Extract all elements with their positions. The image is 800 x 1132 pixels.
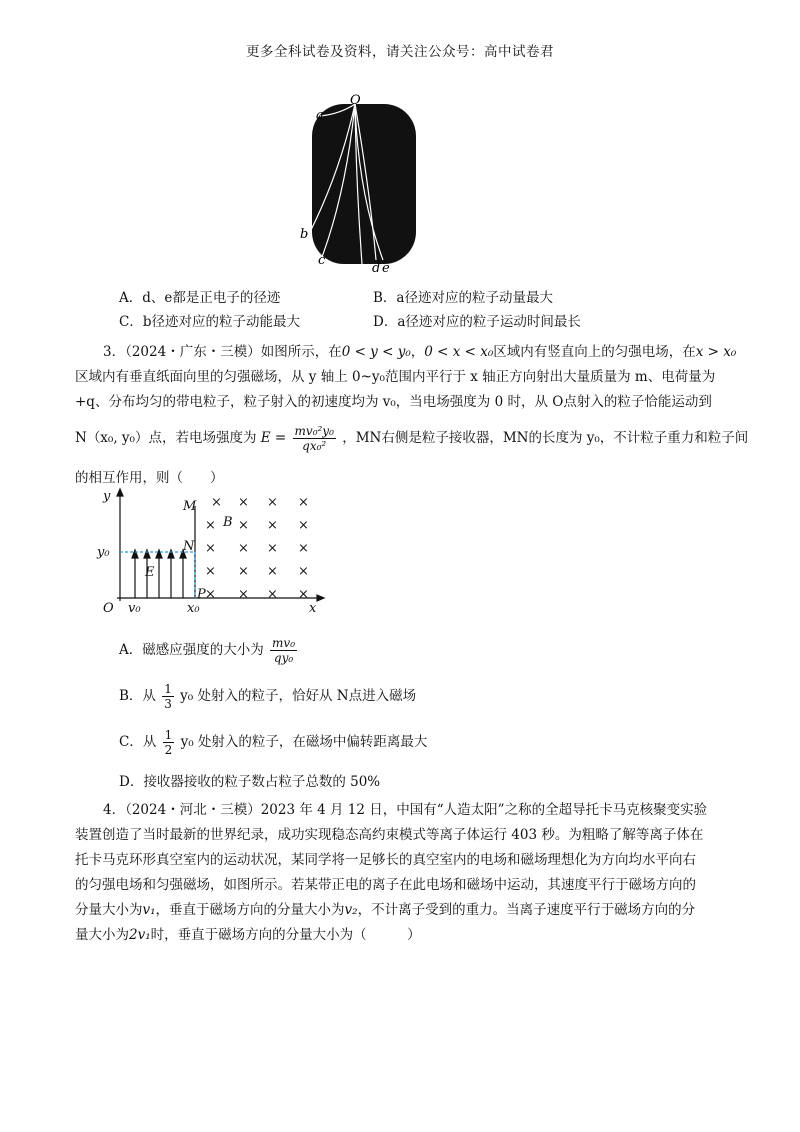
figure-field-diagram — [95, 486, 330, 616]
label-y: y — [103, 489, 111, 504]
label-b: b — [300, 227, 309, 242]
q2-option-a: A．d、e都是正电子的径迹 — [119, 290, 281, 306]
label-d: d — [372, 261, 381, 276]
label-e: e — [382, 261, 390, 276]
q4-line3: 托卡马克环形真空室内的运动状况，某同学将一足够长的真空室内的电场和磁场理想化为方向均水平向右 — [75, 852, 696, 868]
label-x: x — [309, 601, 317, 616]
q3-option-b: B．从 $\frac{1}{3}$ y₀ 处射入的粒子，恰好从 N点进入磁场 — [119, 682, 417, 711]
svg-text:×: × — [298, 518, 309, 533]
q3-line2: 区域内有垂直纸面向里的匀强磁场，从 y 轴上 0~y₀范围内平行于 x 轴正方向射出大量质量为 m、电荷量为 — [75, 369, 716, 385]
svg-text:×: × — [267, 564, 278, 579]
svg-text:×: × — [205, 564, 216, 579]
e-field-fraction: $\frac{\text{mv₀²y₀}}{\text{qx₀²}}$ — [294, 424, 334, 453]
svg-text:×: × — [298, 564, 309, 579]
svg-text:×: × — [238, 541, 249, 556]
label-O: O — [350, 93, 361, 108]
svg-text:×: × — [267, 495, 278, 510]
svg-text:×: × — [211, 495, 222, 510]
label-x0: x₀ — [187, 601, 200, 616]
svg-text:×: × — [267, 518, 278, 533]
label-E: E — [145, 565, 155, 580]
svg-text:×: × — [238, 518, 249, 533]
svg-text:×: × — [205, 541, 216, 556]
label-c: c — [318, 253, 326, 268]
svg-text:×: × — [298, 587, 309, 602]
q3-line3: +q、分布均匀的带电粒子，粒子射入的初速度均为 v₀，当电场强度为 0 时，从 O点射入的粒子恰能运动到 — [75, 394, 712, 410]
label-O: O — [103, 601, 114, 616]
q4-line2: 装置创造了当时最新的世界纪录，成功实现稳态高约束模式等离子体运行 403 秒。为粗略了解等离子体在 — [75, 827, 704, 843]
q3-line5: 的相互作用，则（ ） — [75, 470, 224, 486]
q4-line5: 分量大小为v₁，垂直于磁场方向的分量大小为v₂，不计离子受到的重力。当离子速度平行于磁场方向的分 — [75, 902, 696, 918]
label-N: N — [183, 539, 195, 554]
q3-option-a: A．磁感应强度的大小为 $\frac{\text{mv₀}}{\text{qy₀}}$ — [119, 636, 296, 665]
svg-text:×: × — [267, 541, 278, 556]
label-y0: y₀ — [97, 545, 110, 560]
q4-line1: 4．（2024・河北・三模）2023 年 4 月 12 日，中国有“人造太阳”之称的全超导托卡马克核聚变实验 — [103, 802, 708, 818]
label-M: M — [183, 499, 197, 514]
label-B: B — [223, 515, 233, 530]
label-a: a — [316, 108, 324, 123]
q4-line6: 量大小为2v₁时，垂直于磁场方向的分量大小为（ ） — [75, 927, 421, 943]
page-header: 更多全科试卷及资料，请关注公众号：高中试卷君 — [246, 44, 554, 60]
svg-text:×: × — [238, 587, 249, 602]
label-v0: v₀ — [128, 601, 141, 616]
q3-line1: 3．（2024・广东・三模）如图所示，在0 < y < y₀，0 < x < x₀区域内有竖直向上的匀强电场，在x > x₀ — [103, 344, 737, 360]
q2-option-b: B．a径迹对应的粒子动量最大 — [373, 290, 553, 306]
y-arrow — [117, 489, 123, 496]
svg-text:×: × — [205, 587, 216, 602]
svg-text:×: × — [205, 518, 216, 533]
svg-text:×: × — [298, 495, 309, 510]
svg-text:×: × — [267, 587, 278, 602]
q3-option-d: D．接收器接收的粒子数占粒子总数的 50% — [119, 774, 381, 790]
q2-option-d: D．a径迹对应的粒子运动时间最长 — [373, 314, 581, 330]
svg-text:×: × — [238, 495, 249, 510]
q3-line4: N（x₀, y₀）点，若电场强度为 E = $\frac{\text{mv₀²y₀}}{\text{qx₀²}}$ ，MN右侧是粒子接收器，MN的长度为 y₀，不计粒子重力和粒子间 — [75, 424, 749, 453]
q3-option-c: C．从 $\frac{1}{2}$ y₀ 处射入的粒子，在磁场中偏转距离最大 — [119, 728, 428, 757]
q4-line4: 的匀强电场和匀强磁场，如图所示。若某带正电的离子在此电场和磁场中运动，其速度平行于磁场方向的 — [75, 877, 696, 893]
figure-particle-tracks — [300, 92, 430, 277]
label-P: P — [197, 587, 206, 602]
svg-text:×: × — [298, 541, 309, 556]
q2-option-c: C．b径迹对应的粒子动能最大 — [119, 314, 300, 330]
svg-text:×: × — [238, 564, 249, 579]
x-arrow — [317, 595, 324, 601]
